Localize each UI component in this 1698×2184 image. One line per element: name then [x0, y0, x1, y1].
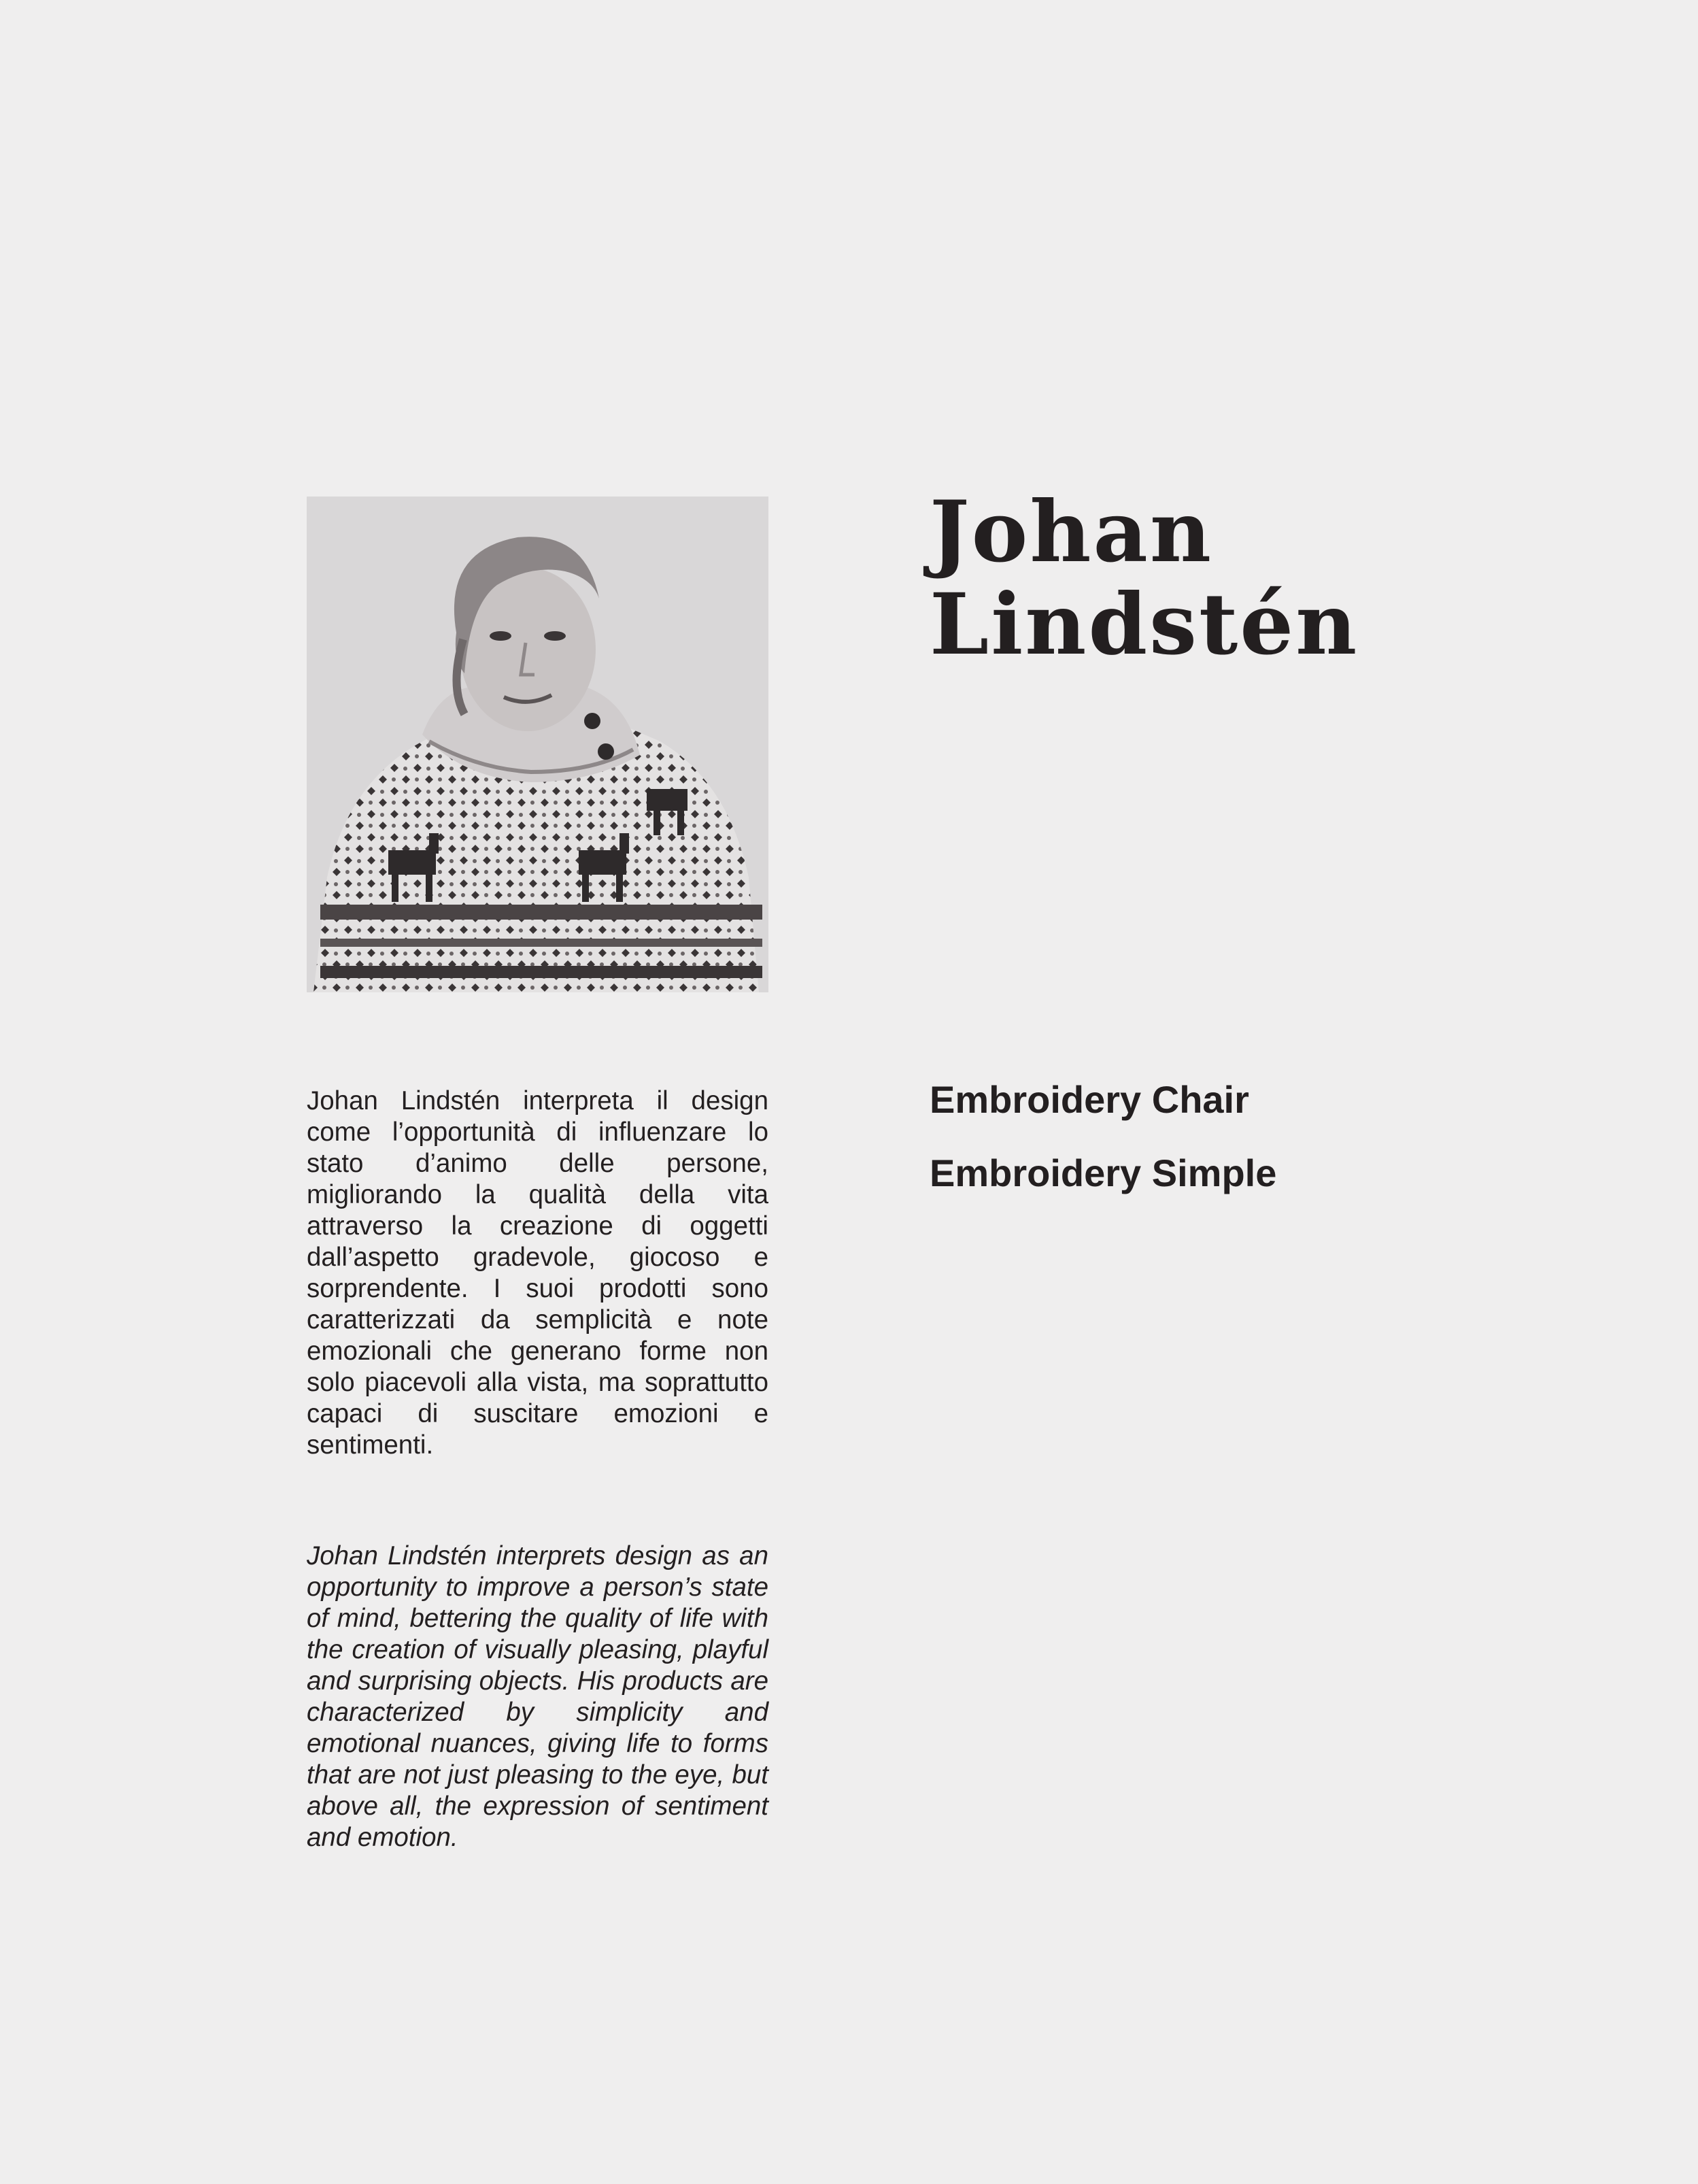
- bio-english: Johan Lindstén interprets design as an opportunity to improve a person’s state of mind, bettering the quality of life with the creation of visually pleasing, playful and surprising objects. His products are characterized by simplicity and emotional nuances, giving life to forms that are not just pleasing to the eye, but above all, the expression of sentiment and emotion.: [307, 1541, 768, 1852]
- product-list: [930, 1078, 1276, 1225]
- product-item-embroidery-simple: Embroidery Simple: [930, 1152, 1277, 1194]
- product-item-embroidery-chair: Embroidery Chair: [930, 1078, 1249, 1121]
- portrait-icon: [307, 497, 768, 992]
- designer-last-name: Lindstén: [930, 575, 1359, 674]
- designer-name: [930, 483, 1359, 674]
- bio-italian: Johan Lindstén interpreta il design come l’opportunità di influenzare lo stato d’animo delle persone, migliorando la qualità della vita attraverso la creazione di oggetti dall’aspetto gradevole, giocoso e sorprendente. I suoi prodotti sono caratterizzati da semplicità e note emozionali che generano forme non solo piacevoli alla vista, ma soprattutto capaci di suscitare emozioni e sentimenti.: [307, 1086, 768, 1460]
- designer-portrait-image: [307, 497, 768, 992]
- designer-first-name: Johan: [930, 483, 1214, 582]
